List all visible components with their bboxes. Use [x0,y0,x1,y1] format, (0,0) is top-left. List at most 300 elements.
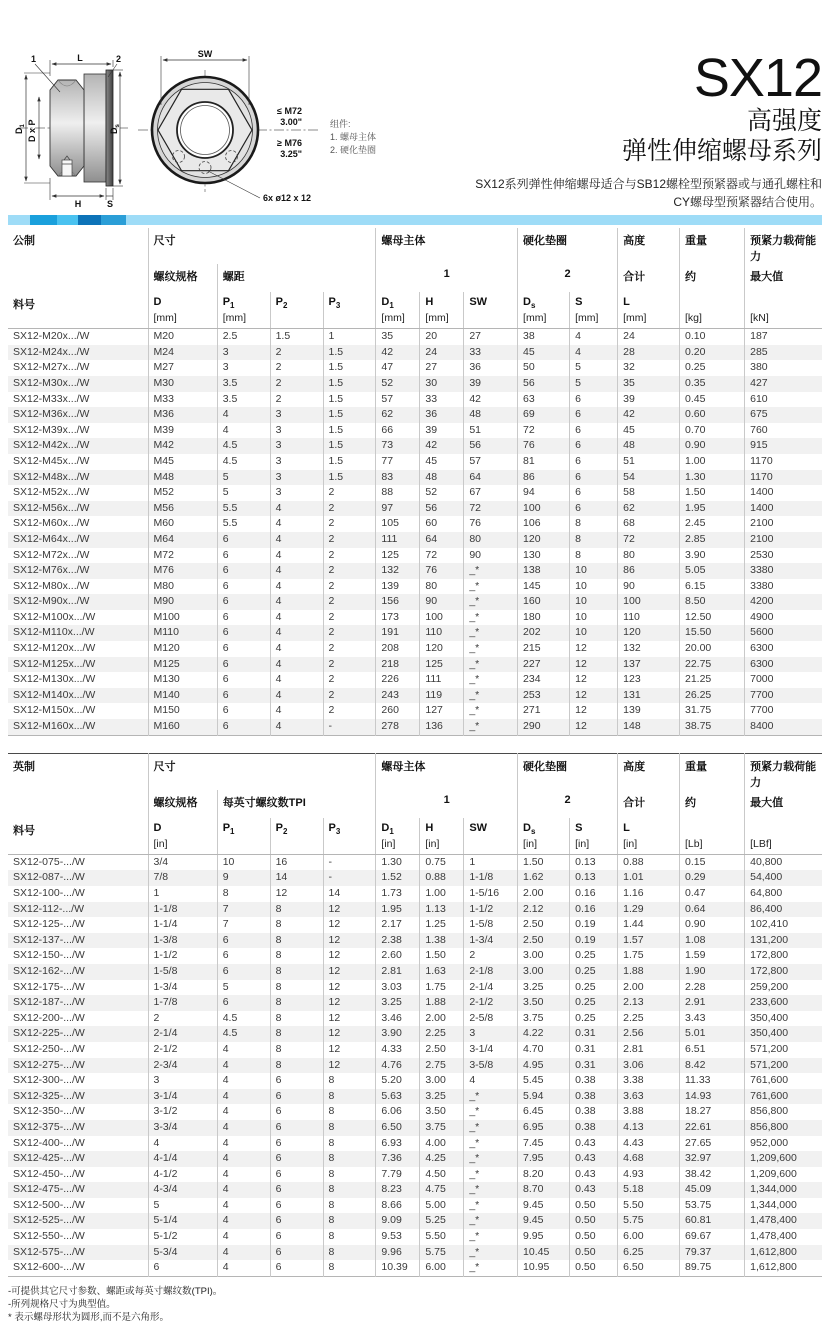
value-cell: 56 [420,501,464,517]
value-cell: 4 [217,423,270,439]
value-cell: 5.18 [618,1182,680,1198]
value-cell: 9.96 [376,1245,420,1261]
value-cell: M30 [148,376,217,392]
value-cell: 191 [376,625,420,641]
value-cell: 31.75 [680,703,745,719]
value-cell: 4 [217,1073,270,1089]
group-hardened-washer: 硬化垫圈 [518,228,618,264]
value-cell: 6 [217,933,270,949]
col-L: L [in] [618,818,680,855]
table-row [8,360,822,376]
col-preload: [kN] [745,292,822,329]
value-cell: 1,209,600 [745,1167,822,1183]
value-cell: 6 [217,703,270,719]
value-cell: 380 [745,360,822,376]
value-cell: 0.90 [680,917,745,933]
value-cell: 6.25 [618,1245,680,1261]
value-cell: 5600 [745,625,822,641]
page-subtitle-1: 高强度 [746,107,822,135]
value-cell: 64 [420,532,464,548]
value-cell: 66 [376,423,420,439]
value-cell: 4 [217,407,270,423]
value-cell: 67 [464,485,518,501]
value-cell: 72 [518,423,570,439]
value-cell: 8400 [745,719,822,735]
footnote: -所列规格尺寸为典型值。 [8,1298,116,1310]
value-cell: 120 [518,532,570,548]
value-cell: 1.5 [323,345,376,361]
value-cell: 243 [376,688,420,704]
value-cell: M52 [148,485,217,501]
value-cell: 8 [270,917,323,933]
dim-label-H: H [74,199,82,209]
value-cell: 4.75 [420,1182,464,1198]
value-cell: 8 [270,1058,323,1074]
value-cell: 1.29 [618,902,680,918]
value-cell: _* [464,1198,518,1214]
value-cell: 0.43 [570,1182,618,1198]
value-cell: 1.5 [323,407,376,423]
part-number-cell: SX12-075-.../W [13,855,85,868]
value-cell: 1.00 [680,454,745,470]
value-cell: 0.70 [680,423,745,439]
m76-note-line2: 3.25" [280,149,302,159]
value-cell: 4 [270,501,323,517]
value-cell: 1-1/4 [148,917,217,933]
value-cell: 4 [148,1136,217,1152]
value-cell: 57 [464,454,518,470]
value-cell: 6 [270,1198,323,1214]
table-row [8,1058,822,1074]
imperial-table-header [8,753,822,854]
value-cell: 4 [217,1120,270,1136]
value-cell: 2.60 [376,948,420,964]
part-number-cell: SX12-325-.../W [13,1089,85,1102]
value-cell: 145 [518,579,570,595]
value-cell: 6 [270,1120,323,1136]
value-cell: 6 [217,719,270,735]
system-label: 公制 [13,235,35,247]
part-number-cell: SX12-525-.../W [13,1214,85,1227]
value-cell: 4 [270,548,323,564]
value-cell: 22.75 [680,657,745,673]
value-cell: 3.88 [618,1104,680,1120]
value-cell: 8 [323,1120,376,1136]
table-row [8,854,822,870]
value-cell: 6 [217,610,270,626]
value-cell: 259,200 [745,980,822,996]
table-row [8,594,822,610]
value-cell: 1.57 [618,933,680,949]
value-cell: 7.45 [518,1136,570,1152]
part-number-cell: SX12-300-.../W [13,1074,85,1087]
value-cell: 8 [323,1151,376,1167]
value-cell: 11.33 [680,1073,745,1089]
value-cell: 3.90 [680,548,745,564]
value-cell: 5 [217,980,270,996]
value-cell: 4 [270,532,323,548]
value-cell: 52 [376,376,420,392]
value-cell: 45 [618,423,680,439]
value-cell: 80 [464,532,518,548]
table-row [8,886,822,902]
value-cell: 6.50 [376,1120,420,1136]
part-number-cell: SX12-100-.../W [13,887,85,899]
footnote: * 表示螺母形状为圆形,而不是六角形。 [8,1311,169,1323]
dim-label-Ds: $D_s$ [109,124,121,134]
value-cell: 4 [217,1213,270,1229]
value-cell: 2 [323,579,376,595]
value-cell: 36 [420,407,464,423]
value-cell: 90 [618,579,680,595]
value-cell: 12 [570,672,618,688]
value-cell: 2-1/2 [148,1042,217,1058]
value-cell: 148 [618,719,680,735]
value-cell: 8 [323,1245,376,1261]
table-row [8,719,822,735]
part-number-cell: SX12-M110x.../W [13,626,95,639]
value-cell: 1,344,000 [745,1182,822,1198]
part-number-cell: SX12-125-.../W [13,918,85,931]
sub-tpi: 每英寸螺纹数TPI [217,790,376,818]
value-cell: 7.79 [376,1167,420,1183]
value-cell: 1400 [745,485,822,501]
value-cell: 123 [618,672,680,688]
value-cell: 6300 [745,657,822,673]
accent-bar-segment [30,215,57,225]
value-cell: 12 [570,688,618,704]
value-cell: 1170 [745,454,822,470]
col-P2: $P_2$ [270,292,323,329]
value-cell: 6 [270,1151,323,1167]
value-cell: 56 [518,376,570,392]
col-P3: $P_3$ [323,818,376,855]
value-cell: 1400 [745,501,822,517]
value-cell: 1.95 [376,902,420,918]
part-number-cell: SX12-M20x.../W [13,330,90,343]
value-cell: 100 [518,501,570,517]
value-cell: 136 [420,719,464,735]
table-row [8,980,822,996]
value-cell: 4.25 [420,1151,464,1167]
part-number-cell: SX12-600-.../W [13,1261,85,1274]
value-cell: 2-5/8 [464,1011,518,1027]
value-cell: 3/4 [148,854,217,870]
value-cell: 0.88 [420,870,464,886]
value-cell: 3 [217,345,270,361]
value-cell: _* [464,610,518,626]
value-cell: 0.31 [570,1058,618,1074]
footnote: -可提供其它尺寸参数、螺距或每英寸螺纹数(TPI)。 [8,1285,223,1297]
value-cell: M120 [148,641,217,657]
sub-total: 合计 [618,264,680,292]
value-cell: 88 [376,485,420,501]
sub-item-1: 1 [376,790,518,818]
value-cell: 2 [323,688,376,704]
col-P1: $P_1$ [mm] [217,292,270,329]
value-cell: 187 [745,329,822,345]
value-cell: 22.61 [680,1120,745,1136]
value-cell: 12 [323,917,376,933]
value-cell: 69.67 [680,1229,745,1245]
value-cell: 760 [745,423,822,439]
col-D1: $D_1$ [in] [376,818,420,855]
value-cell: _* [464,1260,518,1276]
value-cell: 8 [270,964,323,980]
value-cell: 130 [518,548,570,564]
value-cell: 8 [323,1073,376,1089]
value-cell: 32.97 [680,1151,745,1167]
col-S: S [in] [570,818,618,855]
value-cell: 5-3/4 [148,1245,217,1261]
value-cell: 571,200 [745,1042,822,1058]
value-cell: 5 [217,485,270,501]
value-cell: 1.5 [323,392,376,408]
value-cell: 35 [618,376,680,392]
value-cell: 233,600 [745,995,822,1011]
value-cell: 1.5 [323,454,376,470]
value-cell: 8 [270,902,323,918]
value-cell: 173 [376,610,420,626]
value-cell: 3.50 [518,995,570,1011]
value-cell: 4 [270,641,323,657]
value-cell: 8.70 [518,1182,570,1198]
col-weight: [Lb] [680,818,745,855]
value-cell: 3 [270,438,323,454]
value-cell: M42 [148,438,217,454]
table-row [8,438,822,454]
value-cell: 5-1/2 [148,1229,217,1245]
value-cell: 5.01 [680,1026,745,1042]
value-cell: 180 [518,610,570,626]
value-cell: 80 [618,548,680,564]
value-cell: 42 [376,345,420,361]
part-number-cell: SX12-450-.../W [13,1167,85,1180]
value-cell: 3-1/4 [148,1089,217,1105]
value-cell: 2 [148,1011,217,1027]
value-cell: 68 [618,516,680,532]
value-cell: 2.85 [680,532,745,548]
value-cell: _* [464,1136,518,1152]
dim-label-S: S [106,199,114,209]
sub-thread-spec: 螺纹规格 [148,264,217,292]
value-cell: 12 [323,1026,376,1042]
col-P3: $P_3$ [323,292,376,329]
table-row [8,625,822,641]
value-cell: 1-5/8 [464,917,518,933]
value-cell: 5.63 [376,1089,420,1105]
value-cell: 12 [270,886,323,902]
front-view-drawing [130,50,325,215]
value-cell: 3.5 [217,376,270,392]
value-cell: 0.50 [570,1229,618,1245]
value-cell: 234 [518,672,570,688]
value-cell: 1-1/2 [148,948,217,964]
value-cell: 3 [270,470,323,486]
value-cell: 0.19 [570,933,618,949]
value-cell: 7.95 [518,1151,570,1167]
table-row [8,423,822,439]
value-cell: 12 [323,964,376,980]
table-row [8,392,822,408]
value-cell: 1.00 [420,886,464,902]
table-row [8,1042,822,1058]
value-cell: 2 [270,376,323,392]
table-row [8,563,822,579]
value-cell: 675 [745,407,822,423]
value-cell: 4.43 [618,1136,680,1152]
sub-approx: 约 [680,790,745,818]
value-cell: 5.20 [376,1073,420,1089]
value-cell: 1-3/4 [148,980,217,996]
value-cell: 2100 [745,516,822,532]
value-cell: 0.50 [570,1260,618,1276]
value-cell: 278 [376,719,420,735]
value-cell: 42 [618,407,680,423]
value-cell: 1.88 [618,964,680,980]
group-hardened-washer: 硬化垫圈 [518,753,618,790]
value-cell: 6 [217,995,270,1011]
value-cell: 1.59 [680,948,745,964]
value-cell: 1.01 [618,870,680,886]
col-part-number: 料号 [8,292,148,329]
value-cell: 120 [618,625,680,641]
page-subtitle-2: 弹性伸缩螺母系列 [621,137,822,165]
value-cell: 1.5 [323,470,376,486]
metric-table [8,228,822,736]
value-cell: 2.75 [420,1058,464,1074]
value-cell: 14 [270,870,323,886]
part-number-cell: SX12-M24x.../W [13,345,90,358]
value-cell: 4.33 [376,1042,420,1058]
value-cell: _* [464,672,518,688]
value-cell: 2.00 [518,886,570,902]
table-row [8,407,822,423]
value-cell: 27 [464,329,518,345]
value-cell: 10 [570,579,618,595]
value-cell: 1-1/8 [148,902,217,918]
value-cell: 2.00 [618,980,680,996]
value-cell: 1.25 [420,917,464,933]
value-cell: 16 [270,854,323,870]
value-cell: 0.15 [680,854,745,870]
value-cell: 62 [618,501,680,517]
table-row [8,329,822,345]
value-cell: 48 [420,470,464,486]
value-cell: M76 [148,563,217,579]
value-cell: 125 [420,657,464,673]
value-cell: 39 [618,392,680,408]
value-cell: 2.12 [518,902,570,918]
value-cell: 350,400 [745,1011,822,1027]
value-cell: 2 [323,516,376,532]
value-cell: 42 [420,438,464,454]
value-cell: 4 [217,1042,270,1058]
value-cell: 8 [270,995,323,1011]
value-cell: 4900 [745,610,822,626]
part-number-cell: SX12-M100x.../W [13,610,96,623]
value-cell: 33 [420,392,464,408]
value-cell: 3.25 [420,1089,464,1105]
col-part-number: 料号 [8,818,148,855]
value-cell: M27 [148,360,217,376]
value-cell: 6300 [745,641,822,657]
value-cell: 9.53 [376,1229,420,1245]
part-number-cell: SX12-M130x.../W [13,673,96,686]
value-cell: 0.47 [680,886,745,902]
value-cell: 45.09 [680,1182,745,1198]
value-cell: 2.45 [680,516,745,532]
table-row [8,1073,822,1089]
value-cell: _* [464,1229,518,1245]
value-cell: 20.00 [680,641,745,657]
value-cell: 9.95 [518,1229,570,1245]
col-Ds: $D_s$ [in] [518,818,570,855]
table-row [8,532,822,548]
value-cell: 8 [270,933,323,949]
part-number-cell: SX12-M36x.../W [13,408,90,421]
value-cell: 58 [618,485,680,501]
value-cell: 3.50 [420,1104,464,1120]
value-cell: 72 [420,548,464,564]
value-cell: _* [464,1120,518,1136]
part-number-cell: SX12-M80x.../W [13,579,90,592]
value-cell: 1-3/8 [148,933,217,949]
value-cell: 8 [270,1026,323,1042]
group-height: 高度 [618,228,680,264]
value-cell: 6 [217,548,270,564]
value-cell: 51 [464,423,518,439]
value-cell: 4.5 [217,1011,270,1027]
value-cell: 8.20 [518,1167,570,1183]
value-cell: _* [464,719,518,735]
group-nut-body: 螺母主体 [376,753,518,790]
value-cell: 97 [376,501,420,517]
value-cell: 9.45 [518,1213,570,1229]
value-cell: 139 [618,703,680,719]
value-cell: 6 [270,1260,323,1276]
value-cell: 1-7/8 [148,995,217,1011]
value-cell: 2.5 [217,329,270,345]
value-cell: 0.38 [570,1073,618,1089]
value-cell: 38.42 [680,1167,745,1183]
value-cell: 208 [376,641,420,657]
part-number-cell: SX12-475-.../W [13,1183,85,1196]
value-cell: 156 [376,594,420,610]
value-cell: 4200 [745,594,822,610]
value-cell: 1,612,800 [745,1260,822,1276]
part-number-cell: SX12-137-.../W [13,933,85,946]
value-cell: 4.93 [618,1167,680,1183]
value-cell: 3.25 [518,980,570,996]
value-cell: 4.00 [420,1136,464,1152]
part-number-cell: SX12-M160x.../W [13,720,96,733]
value-cell: 3 [270,485,323,501]
value-cell: 1.62 [518,870,570,886]
value-cell: 8.66 [376,1198,420,1214]
value-cell: M125 [148,657,217,673]
group-preload-capacity: 预紧力载荷能力 [745,753,822,790]
value-cell: 0.16 [570,902,618,918]
value-cell: 0.16 [570,886,618,902]
value-cell: 1.75 [420,980,464,996]
value-cell: 2-1/8 [464,964,518,980]
table-row [8,1260,822,1276]
value-cell: 4 [217,1151,270,1167]
value-cell: 50 [518,360,570,376]
value-cell: 53.75 [680,1198,745,1214]
value-cell: M72 [148,548,217,564]
